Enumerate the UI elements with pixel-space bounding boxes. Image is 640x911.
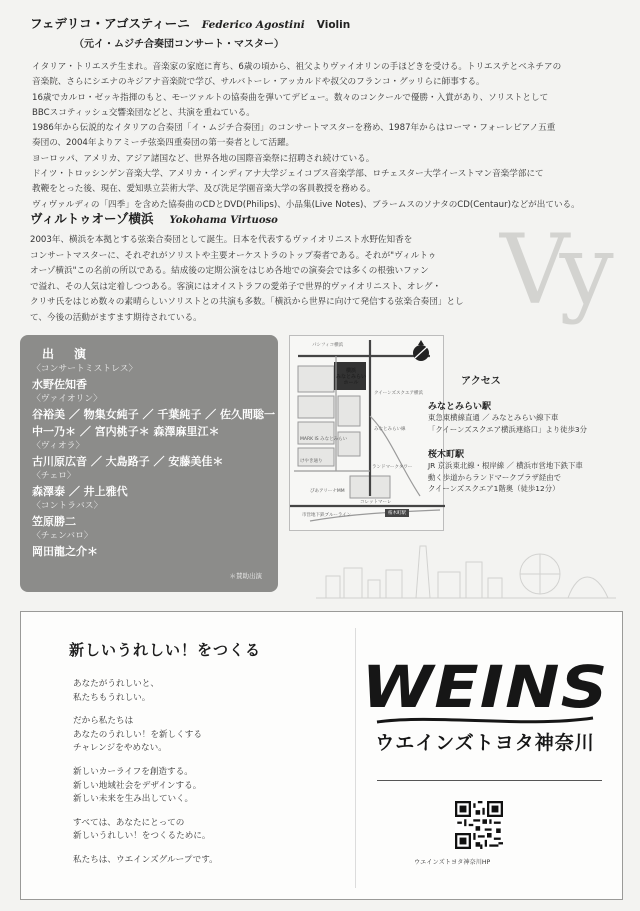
brand-divider xyxy=(377,780,602,781)
access-route xyxy=(428,399,631,435)
ad-line: 新しい未来を生み出していく。 xyxy=(73,794,194,805)
map-label: みなとみらい線 xyxy=(374,427,406,432)
agostini-instrument: Violin xyxy=(316,19,351,31)
ad-paragraph xyxy=(73,678,218,705)
venue-name-line: みなとみらい xyxy=(336,374,367,380)
bio-line: クリサ氏をはじめ数々の素晴らしいソリストとの共演も多数。「横浜から世界に向けて発信する弦楽合奏団」とし xyxy=(30,297,464,308)
map-label: 市営地下鉄ブルーライン xyxy=(302,513,352,518)
performer-names: 谷裕美 ／ 物集女純子 ／ 千葉純子 ／ 佐久間聡一 xyxy=(32,408,275,421)
weins-brand xyxy=(361,653,609,755)
performer-names: 笠原勝二 xyxy=(32,515,76,528)
skyline-illustration xyxy=(316,540,616,600)
performers-list xyxy=(32,363,275,560)
bio-line: 16歳でカルロ・ゼッキ指揮のもと、モーツァルトの協奏曲を弾いてデビュー。数々のコンクールで優勝・入賞があり、ソリストとして xyxy=(32,92,549,103)
ensemble-name-roman: Yokohama Virtuoso xyxy=(169,215,278,226)
ad-paragraph xyxy=(73,854,218,868)
station-name: みなとみらい駅 xyxy=(428,402,492,412)
bio-line: 奏団の、2004年よりアミーチ弦楽四重奏団の第一奏者として活躍。 xyxy=(32,138,295,149)
bio-line: て、今後の活動がますます期待されている。 xyxy=(30,312,202,323)
map-label: パシフィコ横浜 xyxy=(312,343,344,348)
role-label: 〈チェンバロ〉 xyxy=(32,531,93,541)
agostini-bio-text xyxy=(30,60,620,213)
role-label: 〈コントラバス〉 xyxy=(32,501,103,511)
ad-paragraph xyxy=(73,817,218,844)
guest-performer-note: ＊賛助出演 xyxy=(229,572,262,580)
bio-line: で溢れ、その人気は定着しつつある。客演にはオイストラフの愛弟子で世界的ヴァイオリニスト、オレグ・ xyxy=(30,281,442,292)
agostini-name-roman: Federico Agostini xyxy=(201,19,305,31)
bio-line: ヴィヴァルディの「四季」を含めた協奏曲のCDとDVD(Philips)、小品集(Live Notes)、ブラームスのソナタのCD(Centaur)などが出ている。 xyxy=(32,199,580,210)
performer-names: 中一乃＊ ／ 宮内桃子＊ 森澤麻里江＊ xyxy=(32,425,220,438)
performer-names: 水野佐知香 xyxy=(32,378,87,391)
ad-line: 新しい地域社会をデザインする。 xyxy=(73,780,202,791)
performer-names: 森澤泰 ／ 井上雅代 xyxy=(32,485,128,498)
venue-map xyxy=(289,335,444,531)
role-label: 〈ヴィオラ〉 xyxy=(32,441,85,451)
ad-paragraph xyxy=(73,715,218,756)
agostini-bio xyxy=(30,14,620,213)
ad-line: 新しいカーライフを創造する。 xyxy=(73,766,193,777)
map-label: けやき通り xyxy=(300,459,323,464)
ad-copy xyxy=(73,678,218,878)
ad-line: 新しいうれしい！をつくるために。 xyxy=(73,831,211,842)
bio-line: BBCスコティッシュ交響楽団などと、共演を重ねている。 xyxy=(32,107,255,118)
ensemble-name: ヴィルトゥオーゾ横浜 xyxy=(30,211,154,226)
bio-line: 1986年から伝説的なイタリアの合奏団「イ・ムジチ合奏団」のコンサートマスターを務め、1987年からはローマ・フォーレピアノ五重 xyxy=(32,123,556,134)
route-line: クイーンズスクエア1階奥（徒歩12分） xyxy=(428,484,560,493)
bio-line: 2003年、横浜を本拠とする弦楽合奏団として誕生。日本を代表するヴァイオリニスト水野佐知香を xyxy=(30,235,413,245)
agostini-name: フェデリコ・アゴスティーニ xyxy=(30,16,190,31)
route-line: 「クイーンズスクエア横浜連絡口」より徒歩3分 xyxy=(428,424,588,434)
bio-line: コンサートマスターに、それぞれがソリストや主要オーケストラのトップ奏者である。それが"ヴィルトゥ xyxy=(30,250,437,261)
ad-paragraph xyxy=(73,766,218,807)
venue-marker xyxy=(336,368,366,386)
bio-line: 音楽院、さらにシエナのキジアナ音楽院で学び、サルバトーレ・アッカルドや叔父のフランコ・グッリらに師事する。 xyxy=(32,77,485,88)
station-name: 桜木町駅 xyxy=(428,450,465,460)
bio-line: 教鞭をとった後、現在、愛知県立芸術大学、及び洗足学園音楽大学の客員教授を務める。 xyxy=(32,184,376,195)
role-label: 〈ヴァイオリン〉 xyxy=(32,394,103,404)
route-line: 東急東横線直通 ／ みなとみらい線下車 xyxy=(428,413,559,422)
performers-title: 出 演 xyxy=(42,347,91,361)
ad-line: あなたのうれしい！を新しくする xyxy=(73,729,202,740)
vy-logo-watermark: Vy xyxy=(500,214,608,326)
venue-name-line: ホール xyxy=(343,380,359,386)
access-route xyxy=(428,447,631,495)
bio-line: オーゾ横浜"この名前の所以である。結成後の定期公演をはじめ各地での演奏会では多くの根強いファン xyxy=(30,266,429,277)
ad-line: チャレンジをやめない。 xyxy=(73,743,167,754)
qr-caption: ウエインズトヨタ神奈川HP xyxy=(414,859,491,866)
access-title: アクセス xyxy=(461,376,501,387)
qr-code[interactable] xyxy=(455,801,503,849)
agostini-title: （元イ・ムジチ合奏団コンサート・マスター） xyxy=(74,39,284,50)
ad-line: 私たちもうれしい。 xyxy=(73,692,151,703)
agostini-heading xyxy=(30,14,620,32)
ad-headline: 新しいうれしい！をつくる xyxy=(69,641,262,659)
map-label: ぴあアリーナMM xyxy=(310,489,345,494)
performer-names: 古川原広音 ／ 大島路子 ／ 安藤美佳＊ xyxy=(32,455,224,468)
map-label: クイーンズスクエア横浜 xyxy=(374,391,423,396)
route-line: JR 京浜東北線・根岸線 ／ 横浜市営地下鉄下車 xyxy=(428,461,583,470)
ad-line: 私たちは、ウエインズグループです。 xyxy=(73,854,218,865)
role-label: 〈コンサートミストレス〉 xyxy=(32,364,138,374)
venue-name-line: 横浜 xyxy=(346,368,357,374)
weins-logo: WEINS xyxy=(361,653,609,721)
sakuragicho-station-marker: 桜木町駅 xyxy=(385,509,409,517)
ad-line: あなたがうれしいと、 xyxy=(73,679,159,689)
bio-line: ヨーロッパ、アメリカ、アジア諸国など、世界各地の国際音楽祭に招聘され続けている。 xyxy=(32,153,375,164)
map-label: ランドマークタワー xyxy=(372,465,413,470)
performers-panel xyxy=(20,335,278,592)
ad-line: だから私たちは xyxy=(73,716,134,727)
performer-names: 岡田龍之介＊ xyxy=(32,545,98,558)
role-label: 〈チェロ〉 xyxy=(32,471,76,481)
access-info xyxy=(428,372,631,495)
ad-line: すべては、あなたにとっての xyxy=(73,817,185,828)
weins-company-name: ウエインズトヨタ神奈川 xyxy=(375,732,595,754)
map-label: コレットマーレ xyxy=(360,500,392,505)
bio-line: イタリア・トリエステ生まれ。音楽家の家庭に育ち、6歳の頃から、祖父よりヴァイオリンの手ほどきを受ける。トリエステとベネチアの xyxy=(32,62,562,72)
route-line: 動く歩道からランドマークプラザ経由で xyxy=(428,472,562,482)
bio-line: ドイツ・トロッシンゲン音楽大学、アメリカ・インディアナ大学ジェイコブス音楽学部、ロチェスター大学イーストマン音楽学部にて xyxy=(32,169,544,180)
map-label: MARK IS みなとみらい xyxy=(300,437,348,442)
weins-advertisement xyxy=(20,611,623,900)
